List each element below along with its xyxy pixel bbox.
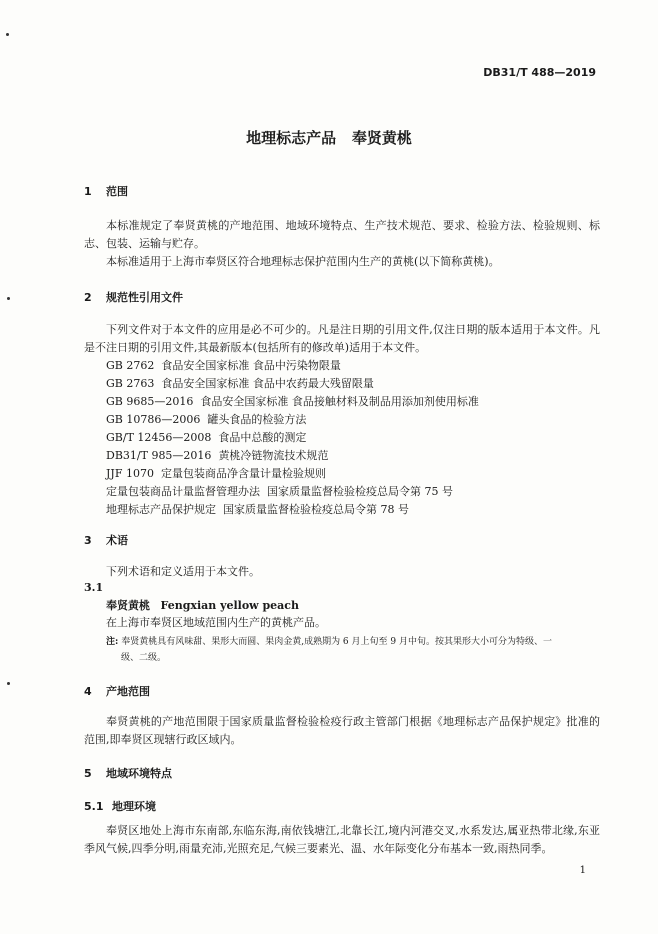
section-1-paragraph-1: 本标准规定了奉贤黄桃的产地范围、地域环境特点、生产技术规范、要求、检验方法、检验规则、标志、包装、运输与贮存。 [84,219,600,250]
reference-item [106,447,328,463]
section-3-heading [84,532,128,548]
reference-item [106,483,453,499]
term-definition: 在上海市奉贤区地域范围内生产的黄桃产品。 [106,616,326,629]
section-3-intro: 下列术语和定义适用于本文件。 [106,565,260,578]
section-1-paragraph-2: 本标准适用于上海市奉贤区符合地理标志保护范围内生产的黄桃(以下简称黄桃)。 [106,255,500,268]
reference-item [106,393,479,409]
subsection-5-1-heading [84,798,156,814]
reference-code: GB 10786—2006 [106,413,201,426]
term-number: 3.1 [84,581,104,594]
standard-code: DB31/T 488—2019 [483,66,596,79]
scan-mark [6,33,9,36]
section-2-intro: 下列文件对于本文件的应用是必不可少的。凡是注日期的引用文件,仅注日期的版本适用于本文件。凡是不注日期的引用文件,其最新版本(包括所有的修改单)适用于本文件。 [84,323,600,354]
reference-code: GB/T 12456—2008 [106,431,212,444]
reference-item [106,357,341,373]
section-5-heading [84,765,172,781]
reference-title: 定量包装商品净含量计量检验规则 [160,467,326,480]
subsection-title: 地理环境 [112,800,156,813]
document-title: 地理标志产品 奉贤黄桃 [246,129,412,147]
scan-mark [7,297,10,300]
section-title: 范围 [106,185,128,198]
reference-item [106,501,409,517]
reference-title: 食品中总酸的测定 [218,431,307,444]
section-number: 3 [84,534,92,547]
reference-code: GB 2762 [106,359,155,372]
reference-code: 地理标志产品保护规定 [106,503,216,516]
term-note-continued: 级、二级。 [121,653,167,663]
reference-item [106,411,306,427]
term-english: Fengxian yellow peach [160,599,299,612]
reference-code: GB 2763 [106,377,155,390]
section-number: 2 [84,291,92,304]
section-number: 4 [84,685,92,698]
reference-title: 食品安全国家标准 食品接触材料及制品用添加剂使用标准 [200,395,479,408]
reference-item [106,375,374,391]
reference-code: GB 9685—2016 [106,395,194,408]
section-title: 规范性引用文件 [106,291,183,304]
reference-title: 黄桃冷链物流技术规范 [218,449,329,462]
reference-item [106,429,306,445]
reference-title: 食品安全国家标准 食品中污染物限量 [161,359,341,372]
reference-code: DB31/T 985—2016 [106,449,212,462]
section-2-heading [84,289,183,305]
term-note [106,634,552,647]
term-chinese: 奉贤黄桃 [106,599,150,612]
section-4-paragraph: 奉贤黄桃的产地范围限于国家质量监督检验检疫行政主管部门根据《地理标志产品保护规定》批准的范围,即奉贤区现辖行政区域内。 [84,715,600,746]
reference-code: JJF 1070 [106,467,154,480]
term-heading [106,597,299,615]
reference-title: 国家质量监督检验检疫总局令第 75 号 [267,485,453,498]
section-title: 产地范围 [106,685,150,698]
note-text: 奉贤黄桃具有风味甜、果形大而圆、果肉金黄,成熟期为 6 月上旬至 9 月中旬。按其果形大小可分为特级、一 [121,637,552,647]
section-title: 地域环境特点 [106,767,172,780]
reference-title: 罐头食品的检验方法 [207,413,307,426]
reference-title: 食品安全国家标准 食品中农药最大残留限量 [161,377,374,390]
subsection-number: 5.1 [84,800,104,813]
subsection-5-1-paragraph: 奉贤区地处上海市东南部,东临东海,南依钱塘江,北靠长江,境内河港交叉,水系发达,属亚热带北缘,东亚季风气候,四季分明,雨量充沛,光照充足,气候三要素光、温、水年际变化分布基本一致,雨热同季。 [84,824,600,855]
section-number: 1 [84,185,92,198]
scan-mark [7,682,10,685]
section-1-heading [84,183,128,199]
note-label: 注: [106,637,119,647]
reference-item [106,465,326,481]
section-4-heading [84,683,150,699]
reference-code: 定量包装商品计量监督管理办法 [106,485,260,498]
section-number: 5 [84,767,92,780]
reference-title: 国家质量监督检验检疫总局令第 78 号 [223,503,409,516]
section-title: 术语 [106,534,128,547]
page-number: 1 [579,865,586,876]
